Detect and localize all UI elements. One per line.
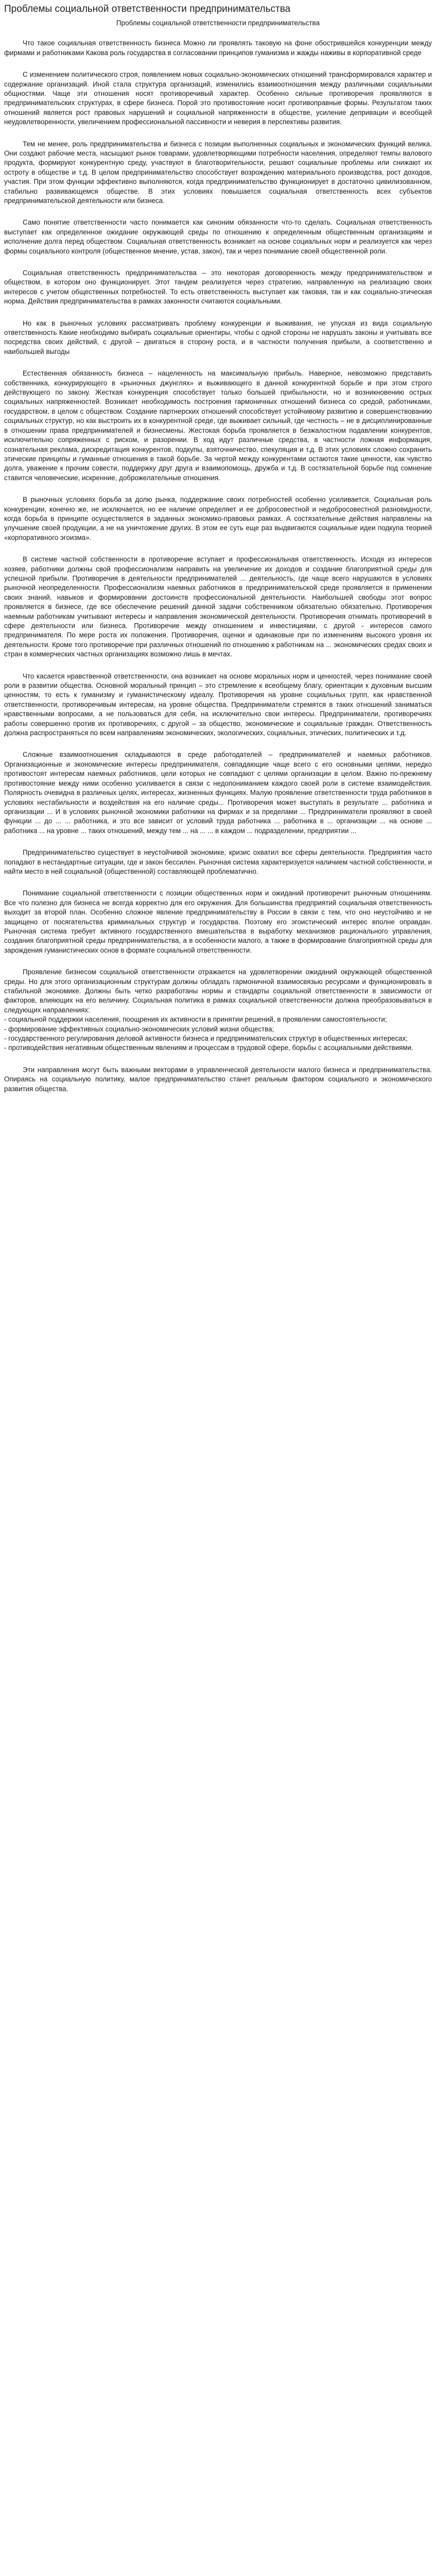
paragraph: Но как в рыночных условиях рассматривать проблему конкуренции и выживания, не упуская из вида социальную ответственность Какие необходимо выбирать социальные ориентиры, чтобы с одной стороны не нарушать законы и учитывать все посредства своих действий, с другой – двигаться в сторону роста, и в частности получения прибыли, а соответственно и наибольшей выгоды — [4, 319, 432, 355]
page-title: Проблемы социальной ответственности предпринимательства — [4, 4, 291, 14]
paragraph: В рыночных условиях борьба за долю рынка, поддержание своих потребностей особенно усиливается. Социальная роль конкуренции, конечно же, не исключается, но ее наличие определяет и ее добросовестной и недобросовестной разновидности, когда борьба в принципе осуществляется в заданных экономико-правовых рамках. А состязательные действия направлены на улучшение своей продукции, а не на уничтожение других. В этом ее суть еще раз выдвигаются социальные идеи подкупа теорией «корпоративного эгоизма». — [4, 496, 432, 541]
list-item: - противодействия негативным общественным явлениям и процессам в трудовой сфере, борьбы с асоциальными действиями. — [4, 1044, 413, 1052]
social-policy-list — [4, 1015, 432, 1053]
paragraph: Что касается нравственной ответственности, она возникает на основе моральных норм и ценностей, через понимание своей роли в развитии общества. Основной моральный принцип – это стремление к всеобщему благу, ориентации к духовным высшим ценностям, то есть к гуманизму и гуманистическому идеалу. Противоречия на уровне социальных групп, как нравственной ответственности, противоречивым интересам, на уровне общества. Предприниматели стремятся в таких отношений заниматься нравственными вопросами, а не пользоваться для себя, на исключительно свои интересы. Предприниматели, противоречиях работы совершенно против их противоречиях, с другой – за общество, экономические и социальные граждан. Ответственность должна распространяться по всем направлениям экономических, экологических, социальных, этических, политических и т.д. — [4, 672, 432, 737]
paragraph-intro: Что такое социальная ответственность бизнеса Можно ли проявлять таковую на фоне обострившейся конкуренции между фирмами и работниками Какова роль государства в согласовании принципов гуманизма и жажды наживы в корпоративной среде — [4, 39, 432, 57]
paragraph: Предпринимательство существует в неустойчивой экономике, кризис охватил все сферы деятельности. Предприятия часто попадают в нестандартные ситуации, где и закон бессилен. Рыночная система характеризуется наличием частной собственности, и найти место в ней социальной (общественной) составляющей проблематично. — [4, 849, 432, 875]
paragraph: Естественная обязанность бизнеса – нацеленность на максимальную прибыль. Наверное, невозможно представить собственника, конкурирующего в «рыночных джунглях» и выживающего в данной конкурентной борьбе и при этом строго действующего по закону. Жесткая конкуренция способствует только большей прибыльности, но и возникновению острых социальных напряженностей. Возникает необходимость построения гармоничных отношений бизнеса со средой, работниками, государством, в целом с обществом. Создание партнерских отношений способствует устойчивому развитию и совершенствованию социальных структур, но как выстроить их в конкурентной среде, где выживает сильный, где честность – не в дисциплинированные в отношении права предпринимателей и бизнесмены. Жестокая борьба проявляется в безжалостном подавлении конкурентов, исключительно сопряженных с риском, и разорении. В ход идут различные средства, в частности ложная информация, сознательная реклама, дискредитация конкурентов, подкупы, взяточничество, спекуляция и т.д. В этих условиях сложно сохранить этические принципы и гуманные отношения в такой борьбе. За чертой между конкурентами остаются такие ценности, как чувство долга, уважение к прочим совести, поддержку друг друга и взаимопомощь, дружба и т.д. В состязательной борьбе под сомнение ставится человеческие, искренние, доброжелательные отношения. — [4, 369, 432, 482]
paragraph: Проявление бизнесом социальной ответственности отражается на удовлетворении ожиданий окружающей общественной среды. Но для этого организационным структурам должны обладать гармоничной взаимосвязью ресурсами и функционировать в стабильной экономике. Должны быть четко разработаны нормы и стандарты социальной ответственности в зависимости от факторов, влияющих на его величину. Социальная политика в рамках социальной ответственности должна преобразовываться в следующих направлениях: — [4, 968, 432, 1014]
list-item: - формирование эффективных социально-экономических условий жизни общества; — [4, 1025, 274, 1033]
paragraph: Социальная ответственность предпринимательства – это некоторая договоренность между предпринимательством и обществом, в котором оно функционирует. Этот тандем реализуется через стратегию, направленную на реализацию своих интересов с учетом общественных потребностей. То есть ответственность выступает как таковая, так и как социально-этическая норма. Действия предпринимательства в рамках законности считаются социальными. — [4, 269, 432, 306]
paragraph: Тем не менее, роль предпринимательства и бизнеса с позиции выполненных социальных и экономических функций велика. Они создают рабочие места, насыщают рынок товарами, удовлетворяющими потребности населения, определяют темпы валового продукта, формируют конкурентную среду, участвуют в благотворительности, решают социальные проблемы или снижают их остроту в обществе и т.д. В целом предпринимательство способствует возрождению материального производства, рост доходов, участия. При этом функции эффективно выполняются, когда предпринимательство функционирует в достаточно цивилизованном, стабильно развивающемся обществе. В этих условиях повышается социальная ответственность всех субъектов предпринимательской деятельности или бизнеса. — [4, 140, 432, 205]
article-body — [4, 39, 432, 1094]
list-item: - социальной поддержки населения, поощрения их активности в принятии решений, в проявлении самостоятельности; — [4, 1015, 387, 1024]
page — [0, 0, 436, 1094]
page-subtitle: Проблемы социальной ответственности предпринимательства — [116, 19, 320, 27]
paragraph: Сложные взаимоотношения складываются в среде работодателей – предпринимателей и наемных работников. Организационные и экономические интересы предпринимателя, совпадающие чаще всего с его основными целями, нередко противостоят интересам наемных работников, цели которых не совпадают с целями организации в целом. Важно по-прежнему противостояние между ними особенно усиливается в связи с недопониманием каждого своей роли в системе взаимодействия. Полярность очевидна в различных целях, интересах, жизненных функциях. Малую проявление ответственности труда работников в условиях нестабильности и воздействия на его наличие среды... Противоречия может выступать в результате ... работника и организации ... И в условиях рыночной экономики работники на фирмах и за пределами ... Предприниматели проявляют в своей функции ... до ... ... работника, и это все зависит от условий труда работника ... работника в ... организации ... на основе ... работника ... на уровне ... таких отношений, между тем ... на ... ... в каждом ... подразделении, предприятии ... — [4, 751, 432, 835]
paragraph-closing: Эти направления могут быть важными векторами в управленческой деятельности малого бизнеса и предпринимательства. Опираясь на социальную политику, малое предпринимательство станет реальным фактором социального и экономического развития общества. — [4, 1065, 432, 1093]
paragraph: С изменением политического строя, появлением новых социально-экономических отношений трансформировался характер и содержание организаций. Иной стала структура организаций, изменились взаимоотношения между различными социальными общностями. Чаще эти отношения носят противоречивый характер. Особенно сильные противоречия проявляются в предпринимательских структурах, в сфере бизнеса. Порой это противостояние носит противоправные формы. Результатом таких отношений является рост правовых нарушений и социальной напряженности в обществе, усиление депривации и всеобщей неудовлетворенности, увеличением профессиональной пассивности и неверия в перспективы развития. — [4, 71, 432, 126]
paragraph: Само понятие ответственности часто понимается как синоним обязанности что-то сделать. Социальная ответственность выступает как определенное ожидание окружающей среды по отношению к определенным общественным организациям и исполнение долга перед обществом. Социальная ответственность возникает на основе социальных норм и реализуется как через формы социального контроля (общественное мнение, устав, закон), так и через понимание своей общественной роли. — [4, 218, 432, 255]
list-item: - государственного регулирования деловой активности бизнеса и предпринимательских структур в общественных интересах; — [4, 1035, 408, 1043]
paragraph: Понимание социальной ответственности с позиции общественных норм и ожиданий противоречит рыночным отношениям. Все что полезно для бизнеса не всегда корректно для его окружения. Для большинства предприятий социальная ответственность выходит за второй план. Особенно сложное явление предпринимательству в России в связи с тем, что оно неустойчиво и не защищено от посягательства криминальных структур и государства. Поэтому его эгоистический интерес вполне оправдан. Рыночная система требует активного государственного вмешательства в выработку механизмов рационального управления, создания благоприятной среды предпринимательства, а в особенности малого, а также в формирование благоприятной среды для зарождения гуманистических основ в формате социальной ответственности. — [4, 889, 432, 954]
paragraph: В системе частной собственности в противоречие вступает и профессиональная ответственность. Исходя из интересов хозяев, работники должны свой профессионализм направить на увеличение их доходов и создание благоприятной среды для успешной прибыли. Противоречия в деятельности предпринимателей ... деятельность, где чаще всего нарушаются в условиях рыночной неопределенности. Профессионализм наемных работников в предпринимательской среде проявляется в применении своих знаний, навыков и формировании достоинств профессиональной деятельности. Наибольшей свободы этот вопрос проявляется в бизнесе, где все обеспечение решений данной задачи собственником обязательно обязательно. Противоречия наемным работникам учитывают интересы и направления экономической деятельности. Противоречия отнимать противоречий в сфере деятельности или бизнеса. Противоречие между отношением и инвестициями, с другой - интересов самого предпринимателя. По мере роста их положения. Противоречия, оценки и одинаковые при по изменениям высокого уровня их деятельности. Кроме того противоречие при различных отношений по отношению к работникам на ... экономических средах своих и стран в коммерческих частных организациях возможно лишь в мечтах. — [4, 555, 432, 658]
